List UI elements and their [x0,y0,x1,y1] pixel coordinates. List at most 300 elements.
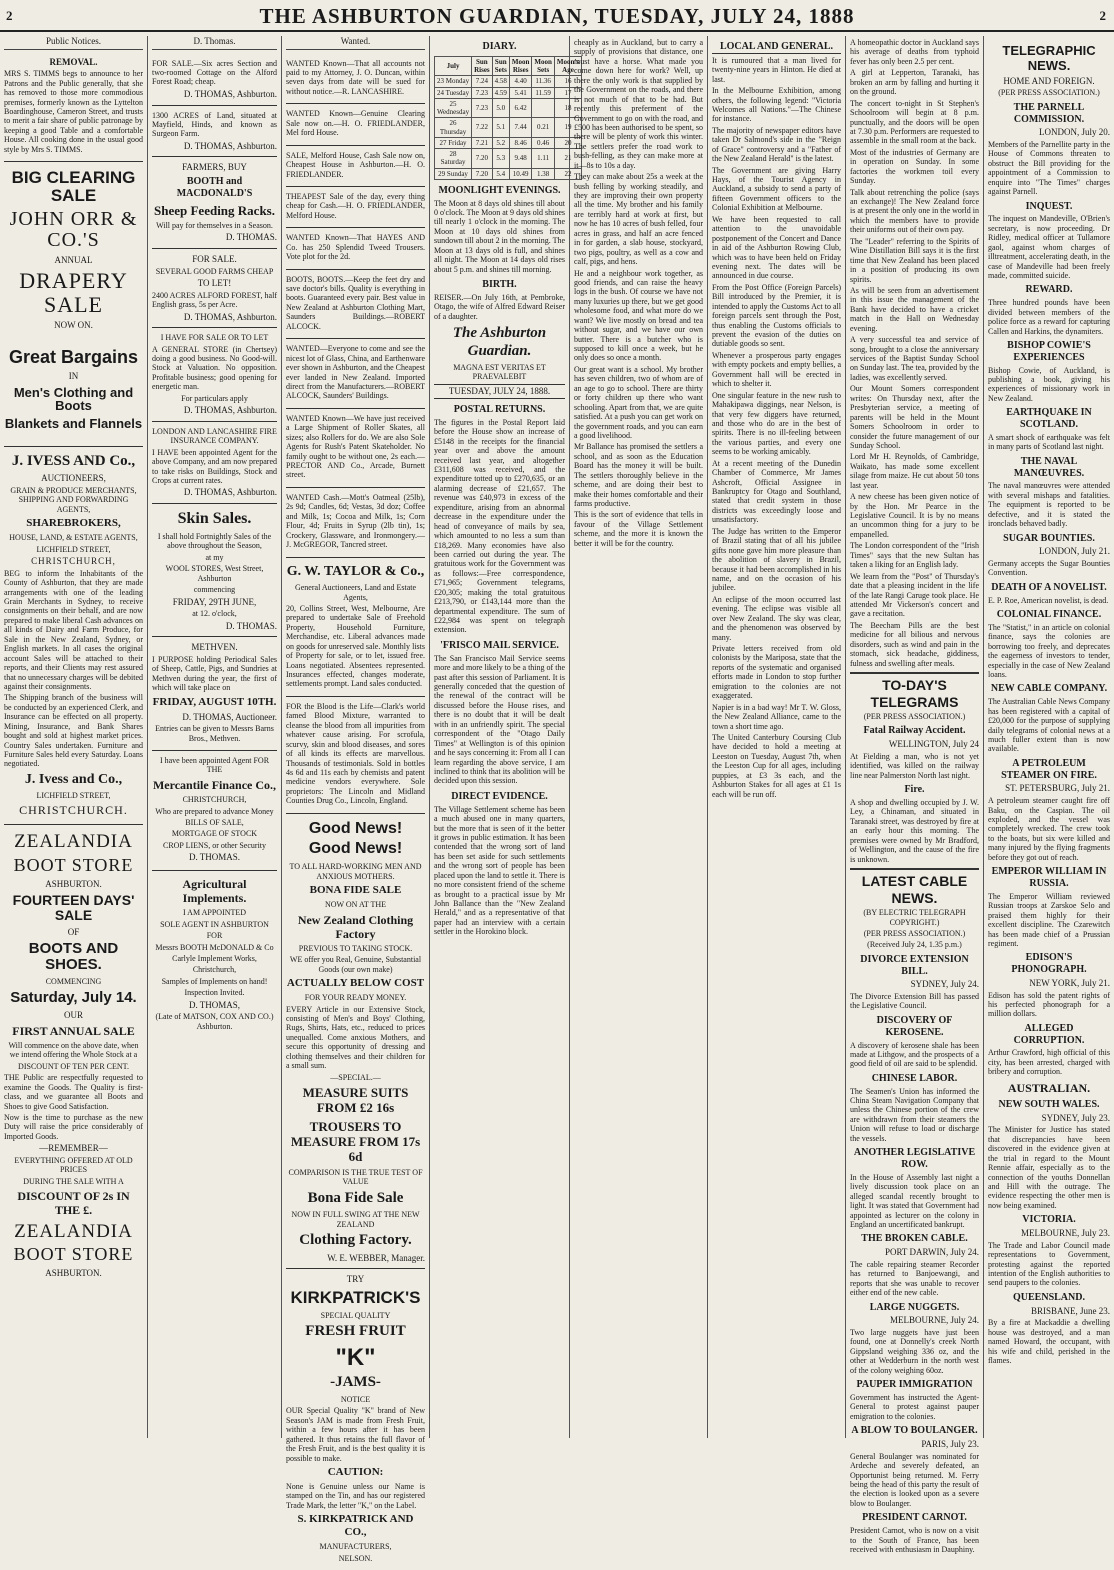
diary-cell: 7.44 [509,118,532,138]
parnell-dateline: LONDON, July 20. [1039,127,1110,138]
diary-cell: 18 [554,98,581,118]
australian-heading: AUSTRALIAN. [1007,1080,1091,1095]
diary-cell: 10.49 [509,168,532,179]
by-elec: (BY ELECTRIC TELEGRAPH COPYRIGHT.) [863,908,966,927]
mercantile-line1: BILLS OF SALE, [185,817,244,827]
direct-heading: DIRECT EVIDENCE. [451,790,548,802]
skin-sales-body: I shall hold Fortnightly Sales of the above throughout the Season, [157,531,272,551]
per-press: (PER PRESS ASSOCIATION.) [998,88,1100,98]
local-item: The Government are giving Harry Hays, of the Tourist Agency in Auckland, a subsidy to send a party of fifteen Government officers to the Colonial Exhibition at Melbourne. [712,165,841,213]
racks-farmers: FARMERS, BUY [182,162,247,173]
removal-notice [4,54,143,163]
clearing-sale-bargains: Great Bargains [8,347,139,368]
store-particulars: For particulars apply [181,393,248,403]
ivess-city2: CHRISTCHURCH. [19,802,128,817]
ad-body: BOOTS, BOOTS.—Keep the feet dry and save doctor's bills. Quality is everything in boots. Guaranteed every pair. Best value in New Zealand at Ashburton Clothing Mart, Saunders Buildings.—ROBERT ALCOCK. [286,274,425,331]
diary-cell: 4.40 [509,76,532,87]
clearing-sale-goods: Men's Clothing and Boots [13,384,134,414]
diary-cell: 7.20 [472,168,493,179]
local-item: One singular feature in the new rush to Mahakipawa diggings, near Nelson, is that very few diggers have returned, and those who do are in the best of spirits. There is no ill-feeling between the various parties, and every one seems to be working amicably. [712,390,841,457]
mercantile-line2: MORTGAGE OF STOCK [171,829,258,839]
divorce-heading: DIVORCE EXTENSION BILL. [860,953,969,977]
zealandia-store2: BOOT STORE [13,1244,134,1265]
racks-signature: D. THOMAS. [225,232,277,243]
farms-body: SEVERAL GOOD FARMS CHEAP [155,266,274,276]
mercantile-signature: D. THOMAS. [188,852,241,863]
ivess-ad [4,447,143,825]
nsw-body: The Minister for Justice has stated that discrepancies have been discovered in the evidence given at the trial in regard to the Mount Rennie affair, especially as to the connection of the youths Donnellan and Hill with the outrage. The evidence respecting the other men is now being examined. [988,1125,1110,1210]
diary-cell: 4.59 [492,87,509,98]
editorial-para-5: Mr Ballance has promised the settlers a school, and as soon as the Education Board has the money it will be built. The settlers thoroughly believe in the scheme, and are doing their best to make their homes comfortable and their farms productive. [574,442,703,508]
good-news-1: Good News! [308,819,403,837]
diary-cell: 27 Friday [435,137,472,148]
novelist-heading: DEATH OF A NOVELIST. [991,581,1107,593]
carnot-heading: PRESIDENT CARNOT. [862,1512,967,1524]
fatal-heading: Fatal Railway Accident. [863,725,966,737]
victoria-heading: VICTORIA. [1022,1214,1076,1226]
trousers: TROUSERS TO MEASURE FROM 17s 6d [290,1118,421,1165]
implements-ad [152,871,277,1038]
implements-works: Carlyle Implement Works, [172,953,257,963]
kirk-manuf: MANUFACTURERS, [319,1542,392,1552]
quake-body: A smart shock of earthquake was felt in many parts of Scotland last night. [988,432,1110,452]
local-item: As will be seen from an advertisement in this issue the management of the Bank have decided to have a cricket match in the Hall on Wednesday evening. [850,285,979,333]
editorial-para-3: He and a neighbour work together, as good friends, and can raise the heavy logs in the bush. Of course we have not many luxuries up there, but we get good wholesome food, and what more do we want? We live mostly on bread and tea without sugar, and we have our own butter. There is a butcher who is supposed to kill once a week, but he only does so once a month. [574,268,703,363]
local-item: A homeopathic doctor in Auckland says his average of deaths from typhoid fever has only been 2.5 per cent. [850,38,979,66]
skin-sales-ad [152,504,277,637]
zealandia-body2: THE Public are respectfully requested to examine the Goods. The Quality is first-class, and we guarantee all Boots and Shoes to give Good Satisfaction. [4,1073,143,1111]
ad-body: WANTED Known—Genuine Clearing Sale now on.—H. O. FRIEDLANDER, Mel ford House. [286,109,425,138]
ad-body: 1300 ACRES of Land, situated at Mayfield, Hinds, and known as Surgeon Farm. [152,110,277,139]
sugar-dateline: LONDON, July 21. [1039,546,1110,557]
we-offer: WE offer you Real, Genuine, Substantial Goods (our own make) [289,955,422,974]
ivess-body: BEG to inform the Inhabitants of the County of Ashburton, that they are made arrangements with one of the leading Grain Merchants in Sydney, to receive consignments on their behalf, and are now prepared to make liberal Cash advances on all kinds of Dairy and Farm Produce, for Sale in the New Zealand, Sydney, or English markets. In all cases the original account Sales will be attached to their reports, and their Clients may rest assured that no unnecessary charges will be debited against their consignments. [4,568,143,691]
kirkpatrick-ad [286,1269,425,1570]
clearing-sale-now-on: NOW ON. [54,319,93,330]
kirk-firm: S. KIRKPATRICK AND CO., [297,1513,414,1539]
quake-heading: EARTHQUAKE IN SCOTLAND. [1006,407,1092,431]
implements-city: Christchurch, [192,965,237,975]
pauper-heading: PAUPER IMMIGRATION [856,1379,973,1391]
implements-signature2: (Late of MATSON, COX AND CO.) Ashburton. [155,1012,274,1031]
alleged-heading: ALLEGED CORRUPTION. [1013,1022,1085,1046]
thomas-ad-1 [152,54,277,106]
boulanger-dateline: PARIS, July 23. [921,1439,979,1450]
mercantile-appointed: I have been appointed Agent FOR THE [159,756,270,775]
emperor-body: The Emperor William reviewed Russian troops at Zarskoe Selo and praised them highly for their excellent discipline. The Czarewitch has been made chief of a Prussian regiment. [988,891,1110,948]
diary-cell: 5.41 [509,87,532,98]
ad-signature: D. THOMAS, Ashburton. [183,140,277,151]
ad-body: WANTED Known—That HAYES AND Co. has 250 Splendid Tweed Trousers. Vote plot for the 2d. [286,233,425,262]
diary-col-header: Moon Sets [532,56,555,76]
zealandia-goods: BOOTS AND SHOES. [28,940,119,974]
chinese-heading: CHINESE LABOR. [871,1072,958,1084]
frisco-heading: 'FRISCO MAIL SERVICE. [440,639,559,651]
editorial-para-4: Our great want is a school. My brother has seven children, two of whom are of an age to go to school. There are thirty or forty children up there who want schooling. Apart from that, we are quite satisfied. At a push you can get work on the government roads, and you can earn a good livelihood. [574,364,703,440]
zealandia-town2: ASHBURTON. [45,1268,102,1279]
kirk-fresh: FRESH FRUIT [305,1323,406,1340]
diary-cell: 9.48 [509,149,532,169]
compare: COMPARISON IS THE TRUE TEST OF VALUE [288,1167,423,1187]
taylor-role: General Auctioneers, Land and Estate Agents, [294,583,417,602]
carnot-body: President Carnot, who is now on a visit to the South of France, has been received with enthusiasm in Dauphiny. [850,1526,979,1555]
zealandia-everything: EVERYTHING OFFERED AT OLD PRICES [14,1155,133,1175]
local-general-heading: LOCAL AND GENERAL. [712,41,841,54]
taylor-firm: G. W. TAYLOR & Co., [286,563,425,579]
acres-signature: D. THOMAS, Ashburton. [183,311,277,322]
editorial-para-2: They can make about 25s a week at the bush felling by working steadily, and they are improving their own property all the time. My brother and his family are terribly hard at work at first, but now he has 10 acres of bush felled, four acres in grass, and half an acre fenced in for garden, a slab house, stockyard, two pigs, poultry, as well as a cow and calf, pigs, and hens. [574,172,703,267]
ad-body: WANTED Cash.—Mott's Oatmeal (25lb), 2s 9d; Candles, 6d; Vestas, 3d doz; Coffee and Milk, 1s; Cocoa and Milk, 1s; Corn Flour, 4d; Fruits in Syrup (2lb tin), 1s; Crockery, Glassware, and Ironmongery.—J. McGREGOR, Tancred street. [286,492,425,550]
divorce-body: The Divorce Extension Bill has passed the Legislative Council. [850,992,979,1011]
local-item: The London correspondent of the "Irish Times" says that the new Sultan has taken a liking for an English lady. [850,541,979,570]
fire-heading: Fire. [904,784,925,796]
implements-appointed: I AM APPOINTED [182,908,247,918]
local-item: The concert to-night in St Stephen's Schoolroom will begin at 8 p.m. punctually, and the doors will be open at 7.30 p.m. Performers are requested to assemble in the small room at the back. [850,98,979,146]
birth-heading: BIRTH. [482,279,517,291]
column-local-general [708,36,846,1438]
diary-row [435,118,582,138]
diary-cell: 16 [554,76,581,87]
ad-body: WANTED—Everyone to come and see the nicest lot of Glass, China, and Earthenware ever shown in Ashburton, and the Cheapest ever landed in New Zealand. Imported direct from the Manufacturers.—ROBERT ALCOCK, Saunders' Buildings. [286,344,425,401]
racks-body: Will pay for themselves in a Season. [156,220,273,230]
mercantile-ad [152,751,277,871]
diary-col-header: Moon's Age [554,56,581,76]
petroleum-dateline: ST. PETERSBURG, July 21. [1005,783,1110,794]
wanted-1 [286,54,425,105]
ivess-address: LICHFIELD STREET, [36,544,111,554]
alleged-body: Arthur Crawford, high official of this city, has been arrested, charged with bribery and corruption. [988,1048,1110,1077]
racks-booth: BOOTH and MACDONALD'S [176,176,253,199]
diary-row [435,168,582,179]
reward-heading: REWARD. [1025,284,1073,296]
ivess-body2: The Shipping branch of the business will be conducted by an experienced Clerk, and Insurance can be effected on all property. Mining, Insurance, and Bank Shares bought and sold at highest market prices. Country Sales undertaken. Furniture and Furniture Sales held every Saturday. Loans negotiated. [4,693,143,769]
wanted-2 [286,104,425,145]
telegraphic-heading: TELEGRAPHIC NEWS. [1002,43,1096,74]
clothing-factory: Clothing Factory. [299,1232,412,1249]
fatal-dateline: WELLINGTON, July 24 [888,739,979,750]
queensland-body: By a fire at Mackaddie a dwelling house was destroyed, and a man named Howard, the occupant, with his wife and child, perished in the flames. [988,1318,1110,1366]
local-item: It is rumoured that a man lived for twenty-nine years in Hinton. He died at last. [712,55,841,84]
zealandia-discount: DISCOUNT OF TEN PER CENT. [18,1061,129,1071]
diary-cell: 19 [554,118,581,138]
diary-cell: 1.11 [532,149,555,169]
ad-body: FOR the Blood is the Life—Clark's world famed Blood Mixture, warranted to cleanse the blood from all impurities from whatever cause arising. For scrofula, scurvy, skin and blood diseases, and sores of all kinds its effects are marvellous. Thousands of testimonials. Sold in bottles 4s 6d and 11s each by chemists and patent medicine vendors everywhere. Sole proprietors: The Lincoln and Midland Counties Drug Co., Lincoln, England. [286,701,425,806]
ad-body: THEAPEST Sale of the day, every thing cheap for Cash.—H. O. FRIEDLANDER, Melford House. [286,191,425,220]
good-news-2: Good News! [308,840,403,858]
column-telegraphic-news [984,36,1114,1438]
diary-cell: 5.0 [492,98,509,118]
diary-cell: 0.46 [532,137,555,148]
clearing-sale-goods2: Blankets and Flannels [4,416,143,432]
masthead [0,0,1114,32]
per-press-2: (PER PRESS ASSOCIATION.) [863,928,966,938]
local-item: We learn from the "Post" of Thursday's date that a pleasing incident in the life of the late Rangi Caruge took place. He attended Mr Vickerson's concert and gave a recitation. [850,571,979,619]
column-local-telegrams [846,36,984,1555]
implements-signature: D. THOMAS, [188,999,241,1010]
good-news-to: TO ALL HARD-WORKING MEN AND ANXIOUS MOTHERS. [289,862,422,881]
skin-sales-date: FRIDAY, 29TH JUNE, [172,596,257,607]
kirk-notice-body: OUR Special Quality "K" brand of New Season's JAM is made from Fresh Fruit, within a few hours after it has been gathered. It thus retains the full flavor of the Fresh Fruit, and is the best quality it is possible to make. [286,1406,425,1463]
implements-title: Agricultural Implements. [182,876,247,906]
paper-date: TUESDAY, JULY 24, 1888. [434,384,565,399]
mercantile-line3: CROP LIENS, or other Security [162,840,267,850]
diary-cell: 7.23 [472,98,493,118]
methven-date: FRIDAY, AUGUST 10TH. [152,695,277,708]
kirk-special: SPECIAL QUALITY [320,1310,391,1320]
store-ad [152,328,277,422]
kirk-name: KIRKPATRICK'S [290,1288,421,1308]
boulanger-heading: A BLOW TO BOULANGER. [851,1425,978,1437]
mercantile-name: Mercantile Finance Co., [152,777,277,792]
kirk-k: "K" [335,1344,376,1372]
ad-body: WANTED Known—We have just received a Large Shipment of Roller Skates, all sizes; also Rollers for do. We are also Sole Agents for Rush's Patent Skateholder. No family ought to be without one, 2s each.—PRECTOR AND Co., Arcade, Burnett street. [286,413,425,480]
colonial-body: The "Statist," in an article on colonial finance, says the colonies are borrowing too freely, and deprecates the eagerness of investors to tender, especially in the case of New Zealand loans. [988,622,1110,680]
special: —SPECIAL.— [330,1072,381,1082]
ivess-role: AUCTIONEERS, [41,473,106,484]
diary-cell: 7.24 [472,76,493,87]
kirk-try: TRY [346,1274,365,1285]
bona-fide-1: BONA FIDE SALE [309,884,402,897]
insurance-signature: D. THOMAS, Ashburton. [183,487,277,498]
local-item: From the Post Office (Foreign Parcels) Bill introduced by the Premier, it is intended to apply the Customs Act to all foreign parcels sent through the Post, thus enabling the Customs officials to prevent the evasion of the duties on dutiable goods so sent. [712,282,841,349]
edison-heading: EDISON'S PHONOGRAPH. [1011,952,1087,976]
diary-cell: 21 [554,149,581,169]
now-on: NOW ON AT THE [324,900,387,910]
wanted-6 [286,270,425,340]
diary-col-header: July [435,56,472,76]
implements-sole: SOLE AGENT IN ASHBURTON [160,919,269,929]
diary-cell: 24 Tuesday [435,87,472,98]
local-item: Napier is in a bad way! Mr T. W. Gloss, the New Zealand Alliance, came to the town a short time ago. [712,702,841,731]
zealandia-sale: FOURTEEN DAYS' SALE [12,892,135,924]
naval-body: The naval manœuvres were attended with several mishaps and fatalities. The equipment is reported to be defective, and it is stated the ironclads behaved badly. [988,481,1110,529]
diary-cell: 7.23 [472,87,493,98]
postal-body: The figures in the Postal Report laid before the House show an increase of £5148 in the receipts for the financial year over and above the amount received last year, and altogether £311,608 was received, and the expenditure totted up to £270,635, or an alarming decrease of £21,657. The revenue was £40,973 in excess of the expenditure, arising from an abnormal decrease in the expenditure under the head of conveyance of mails by sea, which amounted to no less a sum than £18,269. Many economies have also been carried out during the year. The gratuitous work for the Government was as follows:—Free correspondence, £71,965; Government telegrams, £20,305; making the total gratuitous £213,790, or £143,144 more than the departmental expenditure. The sum of £22,984 was spent on telegraph extension. [434,417,565,635]
diary-col-header: Sun Rises [472,56,493,76]
methven-body: I PURPOSE holding Periodical Sales of Sheep, Cattle, Pigs, and Sundries at Methven during the year, the first of which will take place on [152,654,277,693]
inquest-body: The inquest on Mandeville, O'Brien's secretary, is now proceeding. Dr Ridley, medical officer at Tullamore gaol, against whom charges of illtreatment, accelerating death, in the case of Mandeville had been freely made, committed suicide. [988,214,1110,280]
skin-sales-signature: D. THOMAS. [225,620,277,631]
local-item: A new cheese has been given notice of by the Hon. Mr Pearce in the Legislative Council. It is by no means an uncommon thing for a jury to be empanelled. [850,492,979,539]
diary-table [434,56,582,180]
zealandia-body: Will commence on the above date, when we intend offering the Whole Stock at a [8,1040,139,1060]
sugar-body: Germany accepts the Sugar Bounties Convention. [988,558,1110,578]
clearing-sale-firm: JOHN ORR & CO.'S [9,207,138,251]
diary-cell: 29 Sunday [435,168,472,179]
methven-signature: D. THOMAS, Auctioneer. [182,711,277,722]
frisco-body: The San Francisco Mail Service seems more and more likely to be a thing of the past after this session of Parliament. It is generally conceded that the question of the renewal of the contract will be discussed before the House rises, and there is no doubt that it will be dealt with in an unfriendly spirit. The special correspondent of the "Otago Daily Times" at Wellington is of this opinion and he says concerning it: From all I can learn regarding the above service, I am inclined to think that its abolition will be decided upon this session. [434,653,565,786]
diary-cell: 5.4 [492,168,509,179]
mercantile-body: Who are prepared to advance Money [155,806,274,816]
local-item: The "Leader" referring to the Spirits of Wine Distillation Bill says it is the first time that New Zealand has been placed in a position of producing its own spirits. [850,236,979,284]
racks-title: Sheep Feeding Racks. [154,202,275,218]
kerosene-body: A discovery of kerosene shale has been made at Lithgow, and the prospects of a good field of oil are said to be splendid. [850,1040,979,1069]
nsw-heading: NEW SOUTH WALES. [998,1098,1100,1110]
acres-body: 2400 ACRES ALFORD FOREST, half English grass, 5s per Acre. [152,290,277,310]
thomas-ad-2 [152,106,277,158]
divorce-dateline: SYDNEY, July 24. [910,979,979,990]
clearing-sale-heading: BIG CLEARING SALE [11,168,136,205]
ivess-firm: J. IVESS AND Co., [11,452,136,469]
petroleum-body: A petroleum steamer caught fire off Baku, on the Caspian. The oil exploded, and the vessel was completely wrecked. The crew took to the boats, but six were killed and many injured by the flying fragments before they got out of reach. [988,796,1110,862]
diary-cell: 5.2 [492,137,509,148]
local-item: We have been requested to call attention to the unavoidable postponement of the Concert and Dance in aid of the Ashburton Rowing Club, which was to have been held on Friday evening next. The dates will be announced in due course. [712,214,841,281]
local-item: The Judge has written to the Emperor of Brazil stating that of all his jubilee gifts none gave him more pleasure than the abolition of slavery in Brazil, because it had been accomplished in his name, and on the occasion of his jubilee. [712,526,841,593]
ad-body: WANTED Known—That all accounts not paid to my Attorney, J. O. Duncan, within seven days from date will be sued for without notice.—R. LANCASHIRE. [286,58,425,96]
fatal-body: At Fielding a man, who is not yet identified, was killed on the railway line near Palmerston North last night. [850,751,979,780]
diary-cell: 8.46 [509,137,532,148]
diary-cell: 17 [554,87,581,98]
clothing-factory-ad [286,814,425,1270]
farms-to-let: TO LET! [197,278,232,289]
queensland-heading: QUEENSLAND. [1013,1291,1085,1303]
local-item: Talk about retrenching the police (says an exchange)! The New Zealand force is at present the only one in the world in which the members have to provide their uniforms out of their own pay. [850,187,979,235]
zealandia-body3: Now is the time to purchase as the new Duty will raise the price considerably of Imported Goods. [4,1112,143,1141]
kirk-caution-body: None is Genuine unless our Name is stamped on the Tin, and has our registered Trade Mark, the letter "K," on the Label. [286,1481,425,1510]
nuggets-heading: LARGE NUGGETS. [869,1301,960,1313]
local-item: Private letters received from old colonists by the Mariposa, state that the reports of the systematic and organised efforts made in London to stop further emigration to the colonies are not exaggerated. [712,644,841,701]
novelist-body: E. P. Roe, American novelist, is dead. [988,595,1109,605]
per-press: (PER PRESS ASSOCIATION.) [863,712,966,722]
another-body: In the House of Assembly last night a lively discussion took place on an alleged scandal recently brought to light. It was stated that Government had appointed as lecturer on the colony in England an uncertificated bankrupt. [850,1172,979,1230]
cable-heading: THE BROKEN CABLE. [861,1233,968,1245]
queensland-dateline: BRISBANE, June 23. [1030,1305,1110,1316]
zealandia-discount2: DISCOUNT OF 2s IN THE £. [17,1189,130,1218]
local-item: The Beecham Pills are the best medicine for all bilious and nervous disorders, such as wind and pain in the stomach, sick headache, giddiness, fulness and swelling after meals. [850,620,979,668]
diary-header-row [435,56,582,76]
wanted-5 [286,228,425,269]
taylor-body: 20, Collins Street, West, Melbourne, Are prepared to undertake Sale of Freehold Property, Household Furniture, Merchandise, etc. Liberal advances made on goods for unreserved sale. Monthly lists of Property for sale, or to let, issued free. Loans negotiated. Absentees represented. Insurances effected, changes moderate, settlements prompt. Land sales conducted. [286,603,425,689]
zealandia-first: FIRST ANNUAL SALE [12,1023,135,1038]
victoria-body: The Trade and Labor Council made representations to Government, protesting against the reported intention of the English authorities to send paupers to the colonies. [988,1240,1110,1288]
zealandia-during: DURING THE SALE WITH A [23,1176,124,1186]
another-heading: ANOTHER LEGISLATIVE ROW. [853,1147,976,1171]
postal-heading: POSTAL RETURNS. [453,404,546,416]
ad-body: FOR SALE.—Six acres Section and two-roomed Cottage on the Alford Forest Road; cheap. [152,58,277,87]
insurance-heading: LONDON AND LANCASHIRE FIRE INSURANCE COMPANY. [152,426,277,446]
zealandia-our: OUR [63,1010,83,1021]
sugar-heading: SUGAR BOUNTIES. [1003,532,1095,544]
diary-row [435,98,582,118]
diary-cell: 11.59 [532,87,555,98]
kirk-nelson: NELSON. [338,1553,373,1563]
farms-for-sale: FOR SALE. [192,254,237,265]
previous: PREVIOUS TO TAKING STOCK. [298,943,413,953]
edison-body: Edison has sold the patent rights of his perfected phonograph for a million dollars. [988,990,1110,1019]
diary-cell: 25 Wednesday [435,98,472,118]
ivess-firm2: J. Ivess and Co., [24,771,123,787]
moonlight-heading: MOONLIGHT EVENINGS. [438,184,561,196]
diary-cell: 4.58 [492,76,509,87]
insurance-ad [152,422,277,504]
wanted-7 [286,339,425,409]
parnell-body: Members of the Parnellite party in the House of Commons threaten to obstruct the Bill providing for the appointment of a Commission to enquire into "The Times" charges against Parnell. [988,139,1110,197]
farms-ad [152,249,277,328]
cable-dateline: PORT DARWIN, July 24. [884,1247,979,1258]
boulanger-body: General Boulanger was nominated for Ardeche and severely defeated, an Opportunist being returned. M. Ferry being the head of this party the result of the election is looked upon as a severe blow to Boulanger. [850,1451,979,1508]
clearing-sale-annual: ANNUAL [54,254,93,265]
diary-cell: 6.42 [509,98,532,118]
full-swing: NOW IN FULL SWING AT THE NEW ZEALAND [291,1210,420,1229]
column-public-notices [0,36,148,1438]
diary-cell: 7.20 [472,149,493,169]
clearing-sale-in: IN [68,371,79,382]
ready-money: FOR YOUR READY MONEY. [304,993,407,1003]
wanted-9 [286,488,425,558]
diary-row [435,149,582,169]
diary-cell: 5.1 [492,118,509,138]
skin-sales-at: at my [205,552,224,562]
skin-sales-where: WOOL STORES, West Street, Ashburton [165,564,264,583]
removal-body: MRS S. TIMMS begs to announce to her Patrons and the Public generally, that she has removed to those more commodious premises, formerly known as the Lyttelton Boardinghouse, Cameron Street, and trusts to merit a fair share of public patronage by keeping a good Table and a comfortable House. All cooking done in the usual good style by Mrs S. TIMMS. [4,69,143,154]
direct-body: The Village Settlement scheme has been a much abused one in many quarters, but the more that is seen of it the better it grows in public estimation. It has been contended that the wrong sort of land has been set aside for such settlements and the wrong sort of people has been placed upon the land to settle it. There is no more consistent friend of the scheme as brought to a practical issue by Mr John Ballance than the "New Zealand Herald," and as a representative of that paper had an interview with a certain settler in the Horokino block. [434,804,565,937]
wanted-3 [286,146,425,187]
blood-ad [286,697,425,814]
nsw-dateline: SYDNEY, July 23. [1041,1112,1110,1123]
masthead-title: THE ASHBURTON GUARDIAN, TUESDAY, JULY 24, 1888 [259,4,855,28]
page-number-right: 2 [1099,8,1106,23]
home-foreign: HOME AND FOREIGN. [1003,75,1095,86]
parnell-heading: THE PARNELL COMMISSION. [1013,101,1085,125]
skin-sales-time: at 12. o'clock, [192,609,237,619]
diary-cell: 1.38 [532,168,555,179]
edison-dateline: NEW YORK, July 21. [1029,977,1110,988]
store-heading: I HAVE FOR SALE OR TO LET [160,333,269,343]
diary-row [435,76,582,87]
ivess-city: CHRISTCHURCH, [31,556,116,567]
local-item: Our Mount Somers correspondent writes: On Thursday next, after the Presbyterian service, a meeting of parents will be held in the Mount Somers Schoolroom in order to consider the future management of our Sunday School. [850,384,979,450]
zealandia-name2: ZEALANDIA [14,1220,133,1242]
racks-ad [152,157,277,249]
diary-cell: 7.21 [472,137,493,148]
store-body: A GENERAL STORE (in Chertsey) doing a good business. No Good-will. Stock at Valuation. No opposition. Profitable business; good opening for energetic man. [152,344,277,392]
diary-cell: 23 Monday [435,76,472,87]
diary-cell: 20 [554,137,581,148]
clearing-sale-ad [4,162,143,447]
inquest-heading: INQUEST. [1025,200,1073,212]
diary-cell: 11.36 [532,76,555,87]
reward-body: Three hundred pounds have been divided between members of the police force as a reward for capturing Callen and Harkins, the dynamiters. [988,298,1110,336]
fire-body: A shop and dwelling occupied by J. W. Ley, a Chinaman, and situated in Taranaki street, was destroyed by fire at an early hour this morning. The premises were owned by Mr Bradford, of Wellington, and the cause of the fire is unknown. [850,797,979,864]
column-diary-editorial [430,36,580,1438]
local-item: Most of the industries of Germany are in operation on Sunday. In some factories the workmen toil every Sunday. [850,147,979,186]
diary-cell: 26 Thursday [435,118,472,138]
zealandia-remember: —REMEMBER— [39,1143,108,1154]
mercantile-city: CHRISTCHURCH, [182,795,247,805]
methven-ad [152,637,277,751]
colonial-heading: COLONIAL FINANCE. [996,609,1102,621]
webber-signature: W. E. WEBBER, Manager. [327,1252,425,1263]
ad-body: SALE, Melford House, Cash Sale now on, Cheapest House in Ashburton.—H. O. FRIEDLANDER. [286,150,425,179]
local-item: A girl at Lepperton, Taranaki, has broken an arm by falling and hurting it on the ground. [850,68,979,97]
kirk-notice: NOTICE [340,1394,371,1404]
actually-below: ACTUALLY BELOW COST [286,977,425,990]
received: (Received July 24, 1.35 p.m.) [867,940,962,950]
ivess-address2: LICHFIELD STREET, [36,791,111,801]
implements-for: FOR [206,931,223,941]
ad-signature: D. THOMAS, Ashburton. [183,88,277,99]
chinese-body: The Seamen's Union has informed the China Steam Navigation Company that unless the Chinese portion of the crew are withdrawn from their steamers the Union will refuse to load or discharge the vessels. [850,1086,979,1143]
paper-name: The Ashburton Guardian. [452,325,547,359]
local-item: In the Melbourne Exhibition, among others, the following legend: "Victoria Welcomes all Nations."—The Chinese for instance. [712,86,841,124]
wanted-8 [286,409,425,488]
local-item: The majority of newspaper editors have taken Dr Salmond's side in the "Reign of Grace" controversy and a "Father of the New Zealand Herald" is the latest. [712,125,841,164]
wanted-4 [286,187,425,228]
editorial-para-6: This is the sort of evidence that tells in favour of the Village Settlement scheme, and the more it is known the better it will be for the country. [574,510,703,548]
cable-body: The cable repairing steamer Recorder has returned to Banjoewangi, and reports that she was unable to recover either end of the new cable. [850,1259,979,1298]
ivess-share: SHAREBROKERS, [26,517,121,530]
zealandia-store: BOOT STORE [13,854,134,875]
